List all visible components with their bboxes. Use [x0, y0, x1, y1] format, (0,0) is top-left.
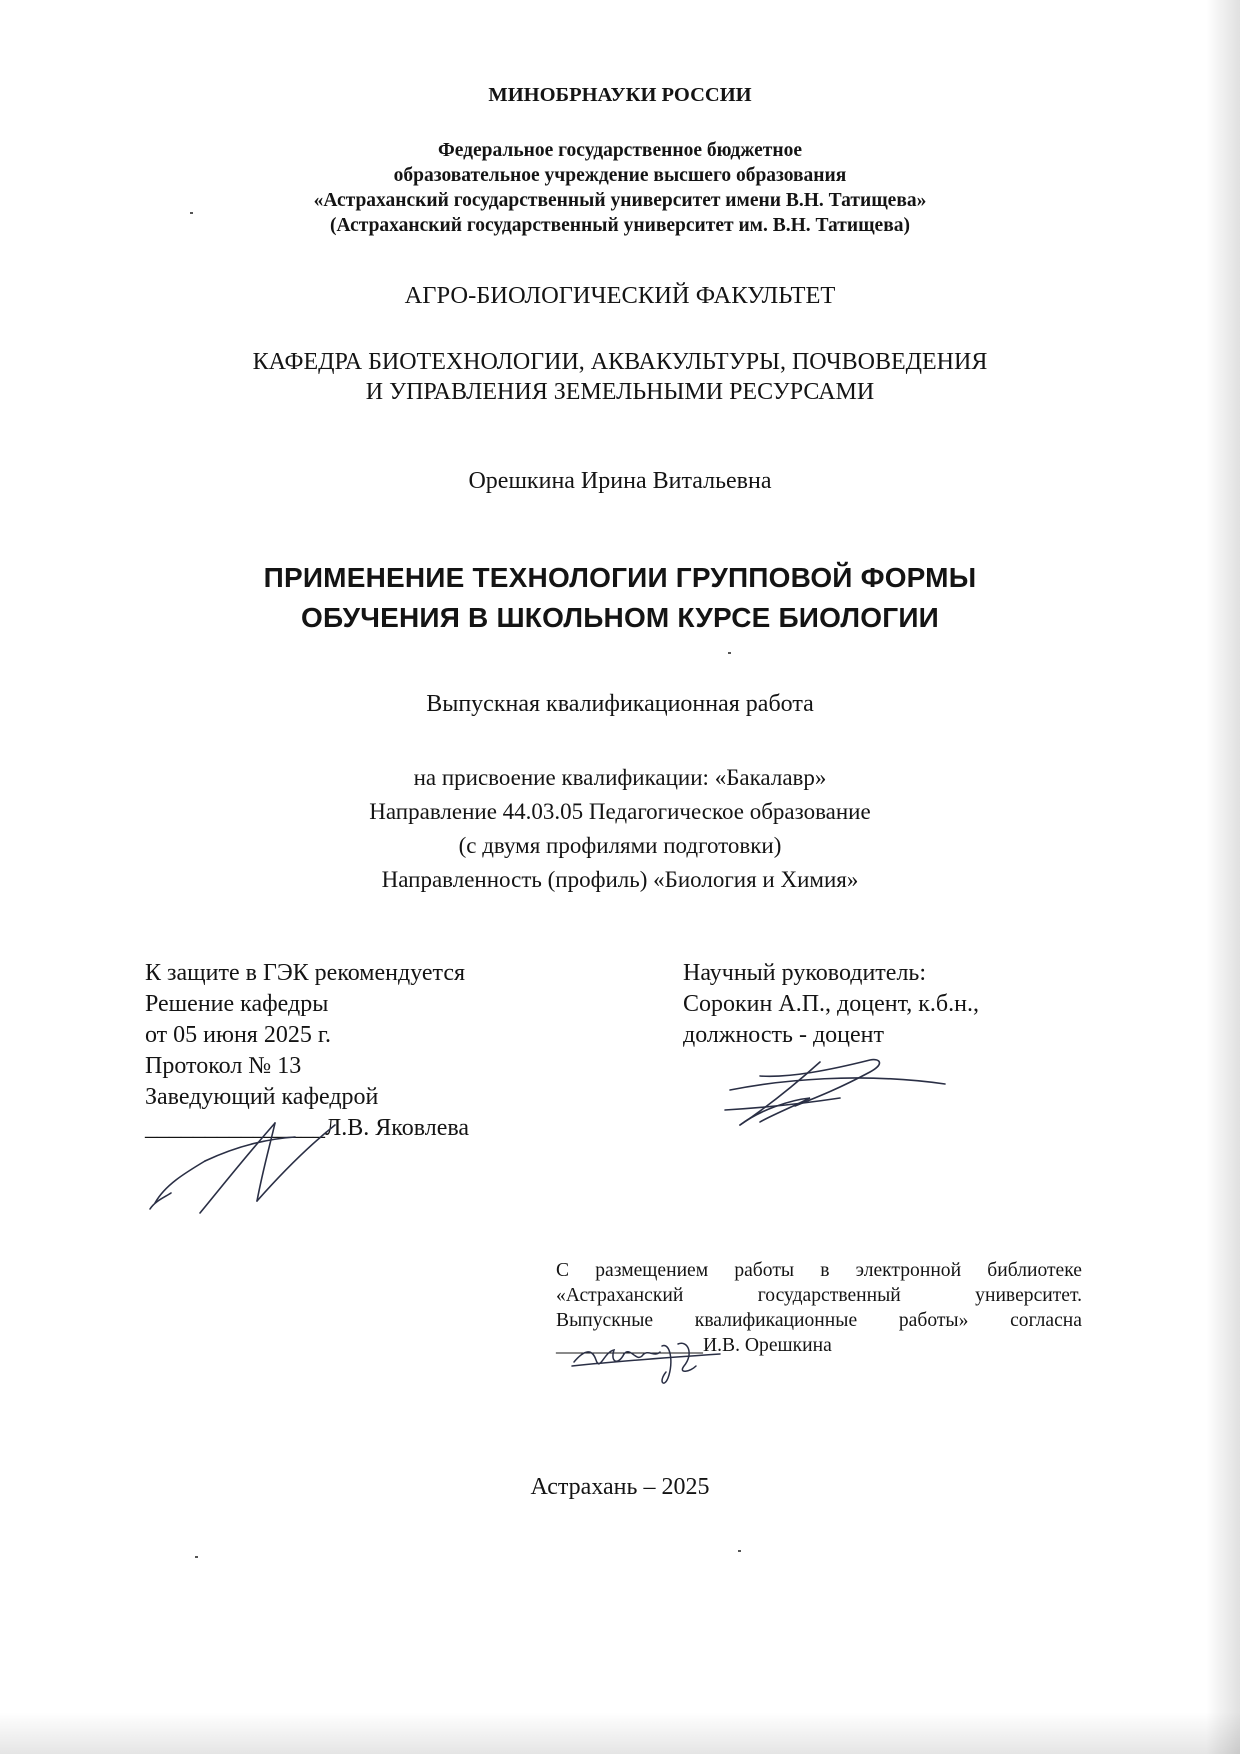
ministry-header: МИНОБРНАУКИ РОССИИ	[488, 84, 752, 106]
institution-line-1: Федеральное государственное бюджетное	[437, 140, 803, 161]
institution-line-3: «Астраханский государственный университет имени В.Н. Татищева»	[313, 190, 927, 211]
thesis-title	[0, 558, 1240, 638]
defense-line-3: от 05 июня 2025 г.	[145, 1022, 331, 1048]
department-line-2: И УПРАВЛЕНИЯ ЗЕМЕЛЬНЫМИ РЕСУРСАМИ	[365, 379, 875, 405]
scan-edge-shadow-bottom	[0, 1712, 1240, 1754]
qualification-block	[0, 761, 1240, 897]
consent-line-3: Выпускные квалификационные работы» согласна	[556, 1310, 1082, 1331]
thesis-title-line-2: ОБУЧЕНИЯ В ШКОЛЬНОМ КУРСЕ БИОЛОГИИ	[301, 602, 939, 633]
consent-line-1: С размещением работы в электронной библиотеке	[556, 1260, 1082, 1281]
department-line-1: КАФЕДРА БИОТЕХНОЛОГИИ, АКВАКУЛЬТУРЫ, ПОЧВОВЕДЕНИЯ	[252, 349, 988, 375]
department-block	[0, 347, 1240, 407]
scan-speck	[728, 652, 731, 654]
scan-speck	[738, 1550, 741, 1552]
qualification-line-2: Направление 44.03.05 Педагогическое образование	[369, 799, 871, 824]
student-name: И.В. Орешкина	[702, 1335, 832, 1356]
student-signature-blank: _______________	[556, 1335, 703, 1356]
consent-line-2: «Астраханский государственный университет.	[556, 1285, 1082, 1306]
student-signature	[570, 1332, 740, 1392]
supervisor-line-1: Научный руководитель:	[683, 960, 927, 986]
defense-line-5: Заведующий кафедрой	[145, 1084, 379, 1110]
institution-line-4: (Астраханский государственный университет им. В.Н. Татищева)	[330, 215, 910, 236]
scan-speck	[190, 212, 193, 214]
supervisor-block	[683, 958, 1013, 1051]
faculty-name: АГРО-БИОЛОГИЧЕСКИЙ ФАКУЛЬТЕТ	[404, 282, 836, 309]
defense-line-1: К защите в ГЭК рекомендуется	[145, 960, 466, 986]
author-name: Орешкина Ирина Витальевна	[468, 468, 772, 494]
supervisor-line-2: Сорокин А.П., доцент, к.б.н.,	[683, 991, 979, 1017]
defense-line-2: Решение кафедры	[145, 991, 329, 1017]
supervisor-line-3: должность - доцент	[683, 1022, 885, 1048]
scan-edge-shadow-right	[1206, 0, 1240, 1754]
institution-block	[0, 138, 1240, 238]
institution-line-2: образовательное учреждение высшего образования	[393, 165, 847, 186]
head-signature-blank: _______________	[145, 1115, 325, 1141]
scan-speck	[195, 1556, 198, 1558]
qualification-line-1: на присвоение квалификации: «Бакалавр»	[413, 765, 827, 790]
defense-line-4: Протокол № 13	[145, 1053, 302, 1079]
qualification-line-3: (с двумя профилями подготовки)	[458, 833, 782, 858]
city-year: Астрахань – 2025	[530, 1474, 710, 1500]
thesis-title-line-1: ПРИМЕНЕНИЕ ТЕХНОЛОГИИ ГРУППОВОЙ ФОРМЫ	[263, 562, 977, 593]
qualification-line-4: Направленность (профиль) «Биология и Химия»	[381, 867, 859, 892]
supervisor-signature	[720, 1050, 950, 1135]
work-type: Выпускная квалификационная работа	[426, 691, 814, 717]
head-signature	[145, 1105, 355, 1225]
head-name: Л.В. Яковлева	[325, 1115, 470, 1141]
